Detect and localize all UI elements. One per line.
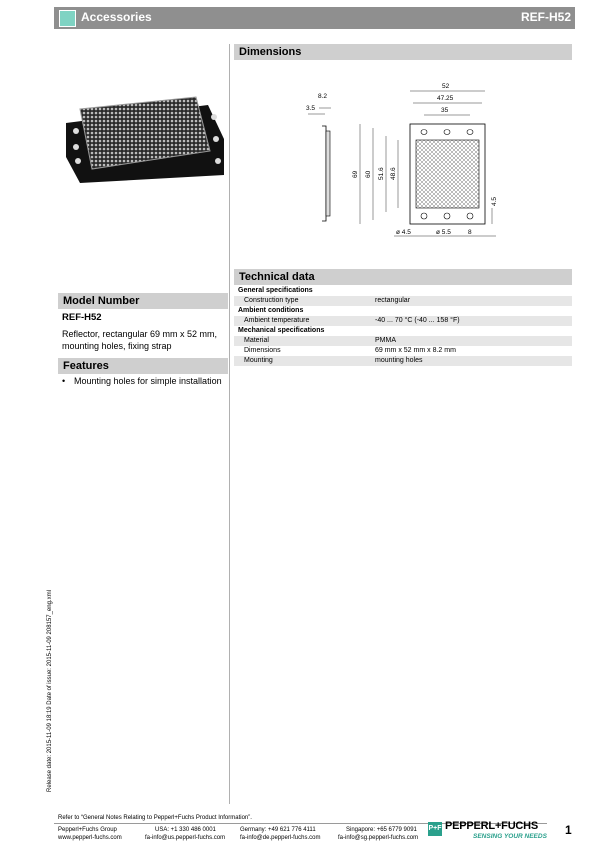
column-divider <box>229 44 230 804</box>
table-row <box>234 316 572 326</box>
spec-value: rectangular <box>375 297 411 304</box>
features-header: Features <box>58 358 228 374</box>
table-row <box>234 356 572 366</box>
bullet-icon: • <box>62 376 66 386</box>
section-color-square <box>59 10 76 27</box>
release-note: Release date: 2015-11-09 18:19 Date of issue: 2015-11-09 208157_eng.xml <box>47 590 53 792</box>
dim-label-51-6: 51.6 <box>378 167 385 180</box>
footer-singapore-phone: Singapore: +65 6779 9091 <box>346 827 417 833</box>
table-row <box>234 336 572 346</box>
footer-usa-phone: USA: +1 330 486 0001 <box>155 827 216 833</box>
logo-slogan: SENSING YOUR NEEDS <box>473 833 547 840</box>
footer-germany-email[interactable]: fa-info@de.pepperl-fuchs.com <box>240 835 321 841</box>
technical-data-table <box>234 286 572 366</box>
spec-value: -40 ... 70 °C (-40 ... 158 °F) <box>375 317 460 324</box>
model-description: Reflector, rectangular 69 mm x 52 mm, mounting holes, fixing strap <box>62 329 218 351</box>
footer-singapore <box>338 826 418 842</box>
dim-label-48-6: 48.6 <box>390 167 397 180</box>
spec-key: Ambient temperature <box>244 317 310 324</box>
feature-text: Mounting holes for simple installation <box>74 376 222 386</box>
header-product-code: REF-H52 <box>520 10 571 24</box>
footer-usa-email[interactable]: fa-info@us.pepperl-fuchs.com <box>145 835 226 841</box>
dim-label-52: 52 <box>442 83 450 90</box>
spec-key: Dimensions <box>244 347 281 354</box>
spec-value: mounting holes <box>375 357 423 364</box>
dim-label-69: 69 <box>352 170 359 178</box>
page-number: 1 <box>565 823 572 837</box>
dim-label-47-25: 47.25 <box>437 95 454 102</box>
logo-name: PEPPERL+FUCHS <box>445 820 539 832</box>
footer-germany <box>240 826 320 842</box>
logo-mark-icon: P+F <box>428 822 442 836</box>
company-logo <box>428 820 550 842</box>
dim-label-35: 35 <box>441 107 449 114</box>
spec-value: PMMA <box>375 337 396 344</box>
footer-group-name: Pepperl+Fuchs Group <box>58 827 117 833</box>
spec-key: Material <box>244 337 269 344</box>
spec-value: 69 mm x 52 mm x 8.2 mm <box>375 347 456 354</box>
technical-data-header: Technical data <box>234 269 572 285</box>
refer-note: Refer to “General Notes Relating to Pepperl+Fuchs Product Information”. <box>58 815 252 821</box>
table-row <box>234 346 572 356</box>
footer-usa <box>145 826 225 842</box>
spec-group-ambient: Ambient conditions <box>238 307 304 314</box>
footer-germany-phone: Germany: +49 621 776 4111 <box>240 827 316 833</box>
dim-label-3-5: 3.5 <box>306 105 316 112</box>
dimensions-header: Dimensions <box>234 44 572 60</box>
table-row <box>234 296 572 306</box>
header-bar <box>54 7 575 29</box>
feature-item <box>62 376 222 386</box>
spec-key: Construction type <box>244 297 299 304</box>
dim-label-8-2: 8.2 <box>318 93 328 100</box>
product-image <box>58 95 228 185</box>
dimension-drawing <box>300 76 500 246</box>
footer-group <box>58 826 122 842</box>
spec-key: Mounting <box>244 357 273 364</box>
dim-label-4-5: 4.5 <box>491 196 498 206</box>
spec-group-mechanical: Mechanical specifications <box>238 327 325 334</box>
spec-group-general: General specifications <box>238 287 313 294</box>
dim-label-8: 8 <box>468 229 472 236</box>
dim-label-hole-5-5: ø 5.5 <box>436 229 451 236</box>
dim-label-hole-4-5: ø 4.5 <box>396 229 411 236</box>
header-section-title: Accessories <box>81 10 152 24</box>
model-name: REF-H52 <box>62 312 102 323</box>
dim-label-60: 60 <box>365 170 372 178</box>
model-number-header: Model Number <box>58 293 228 309</box>
footer-singapore-email[interactable]: fa-info@sg.pepperl-fuchs.com <box>338 835 419 841</box>
footer-group-url[interactable]: www.pepperl-fuchs.com <box>58 835 122 841</box>
